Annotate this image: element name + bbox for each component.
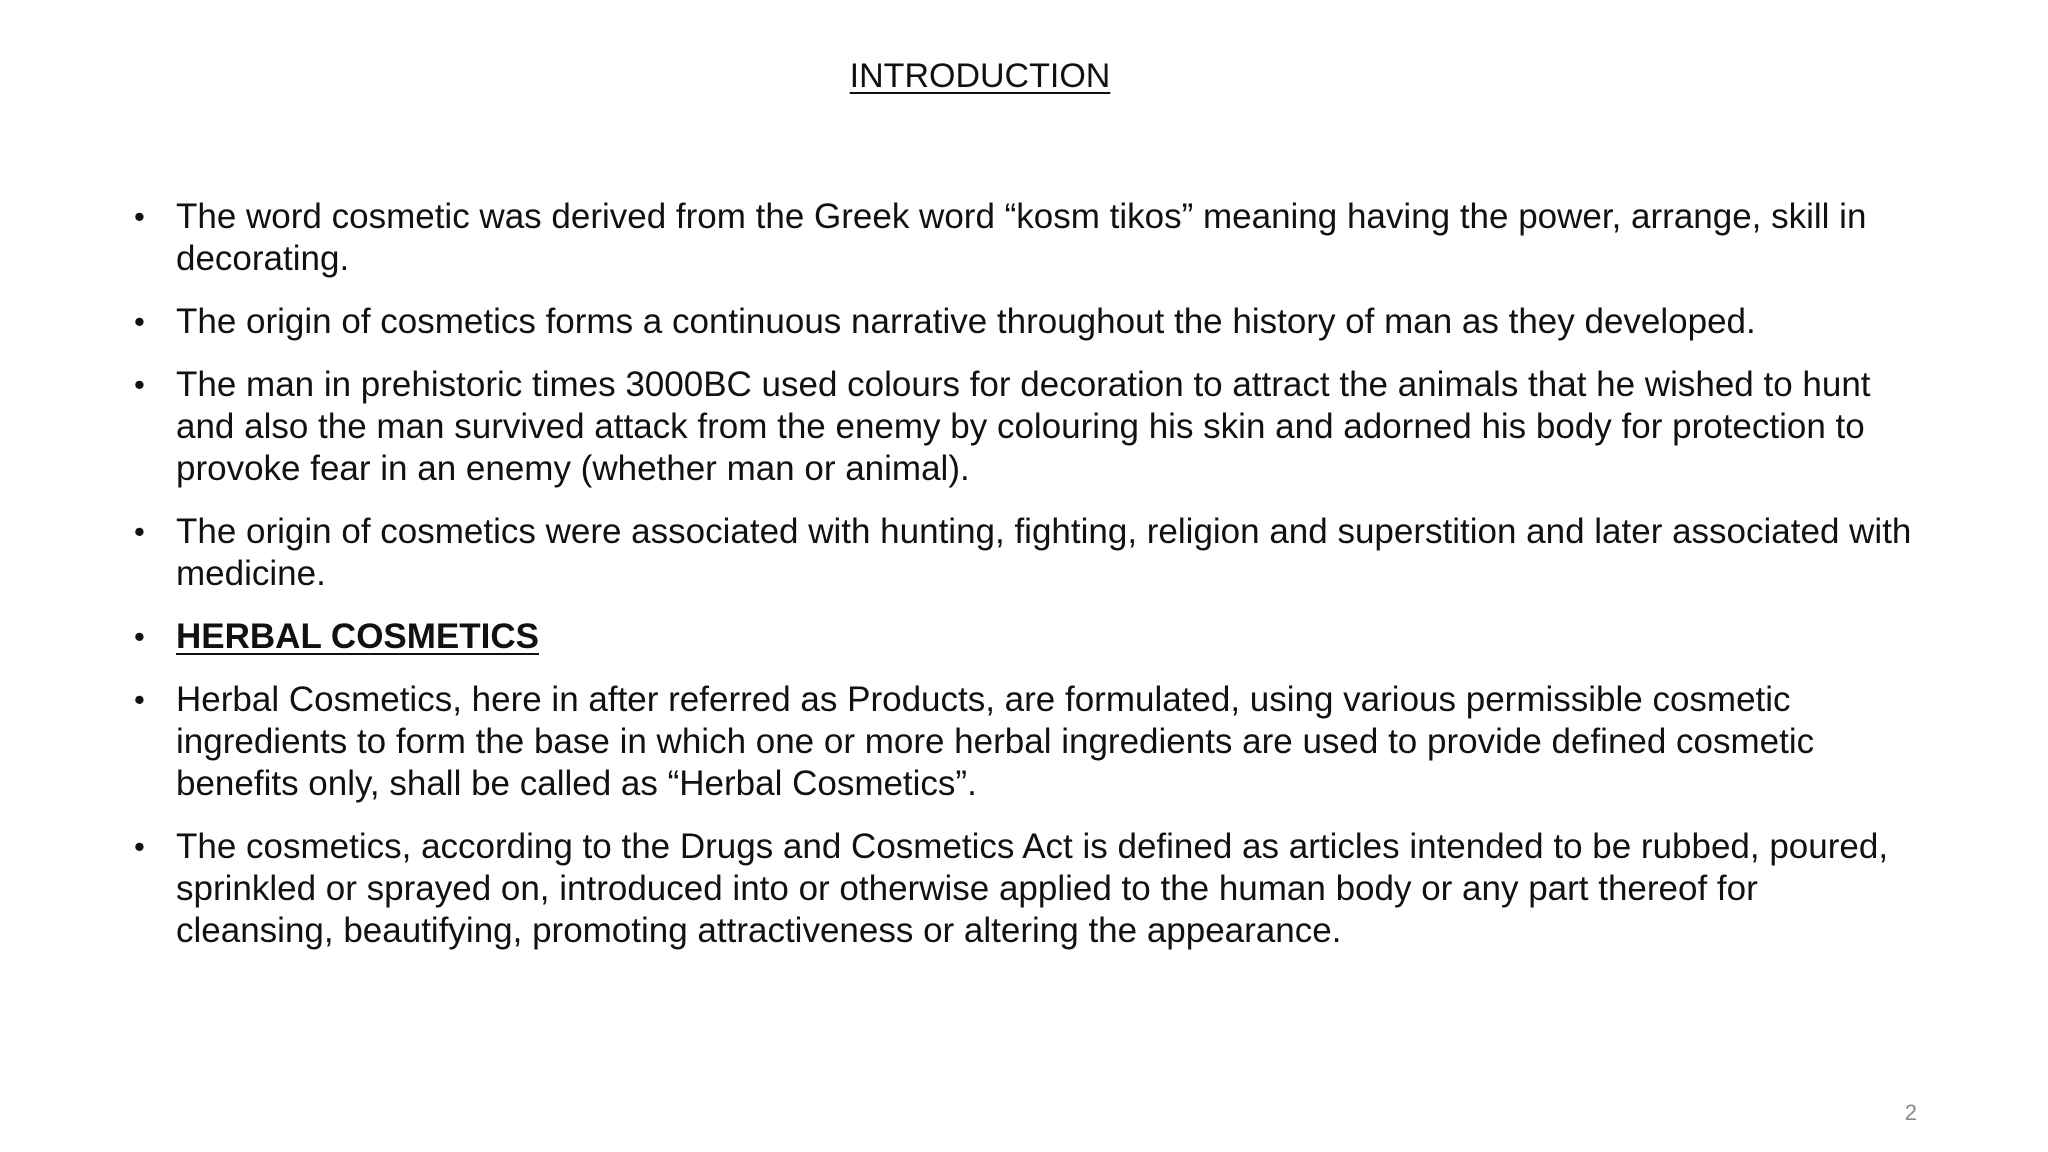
bullet-item xyxy=(132,826,1912,952)
bullet-icon: • xyxy=(134,619,145,654)
bullet-icon: • xyxy=(134,304,145,339)
bullet-text: The origin of cosmetics forms a continuous narrative throughout the history of man as they developed. xyxy=(176,302,1756,341)
bullet-text: Herbal Cosmetics, here in after referred as Products, are formulated, using various permissible cosmetic ingredients to form the base in which one or more herbal ingredients are used to provide defined cosmetic benefits only, shall be called as “Herbal Cosmetics”. xyxy=(176,680,1815,803)
bullet-text: The origin of cosmetics were associated with hunting, fighting, religion and superstition and later associated with medicine. xyxy=(176,512,1912,593)
slide-title: INTRODUCTION xyxy=(849,57,1111,95)
section-heading-bullet xyxy=(132,616,1912,658)
bullet-icon: • xyxy=(134,514,145,549)
bullet-item xyxy=(132,679,1912,805)
bullet-icon: • xyxy=(134,199,145,234)
bullet-icon: • xyxy=(134,829,145,864)
bullet-text: The cosmetics, according to the Drugs and Cosmetics Act is defined as articles intended to be rubbed, poured, sprinkled or sprayed on, introduced into or otherwise applied to the human body or any part thereof for cleansing, beautifying, promoting attractiveness or altering the appearance. xyxy=(176,827,1889,950)
bullet-text: The man in prehistoric times 3000BC used colours for decoration to attract the animals that he wished to hunt and also the man survived attack from the enemy by colouring his skin and adorned his body for protection to provoke fear in an enemy (whether man or animal). xyxy=(176,365,1871,488)
bullet-item xyxy=(132,196,1912,280)
page-number: 2 xyxy=(1904,1100,1917,1125)
bullet-item xyxy=(132,364,1912,490)
bullet-icon: • xyxy=(134,367,145,402)
bullet-text: The word cosmetic was derived from the Greek word “kosm tikos” meaning having the power, arrange, skill in decorating. xyxy=(176,197,1867,278)
bullet-icon: • xyxy=(134,682,145,717)
bullet-list xyxy=(132,196,1912,973)
bullet-item xyxy=(132,511,1912,595)
section-heading: HERBAL COSMETICS xyxy=(176,617,539,656)
bullet-item xyxy=(132,301,1912,343)
